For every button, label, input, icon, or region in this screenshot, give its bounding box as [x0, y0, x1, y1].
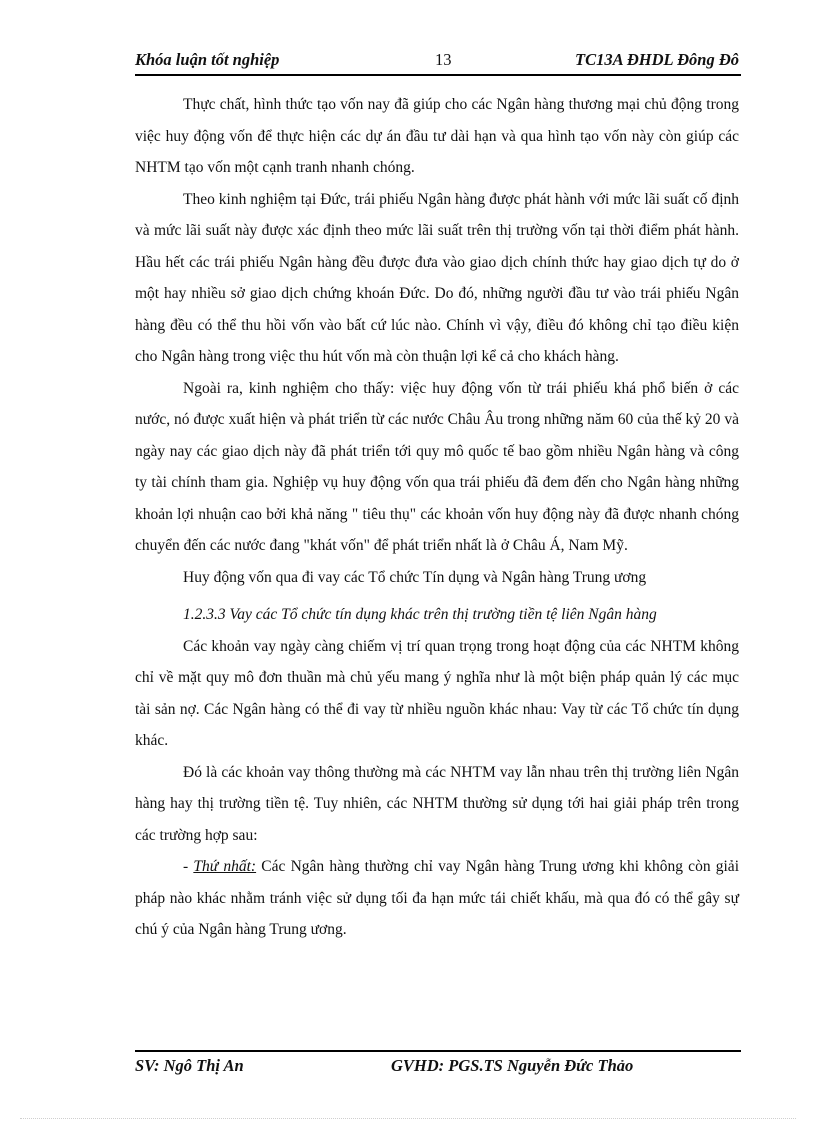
footer-student: SV: Ngô Thị An	[135, 1056, 244, 1075]
paragraph: Ngoài ra, kinh nghiệm cho thấy: việc huy động vốn từ trái phiếu khá phổ biến ở các nước, nó được xuất hiện và phát triển từ các nước Châu Âu trong những năm 60 của thế kỷ 20 và ngày nay các giao dịch này đã phát triển tới quy mô quốc tế bao gồm nhiều Ngân hàng và công ty tài chính tham gia. Nghiệp vụ huy động vốn qua trái phiếu đã đem đến cho Ngân hàng những khoản lợi nhuận cao bởi khả năng " tiêu thụ" các khoản vốn huy động này đã được nhanh chóng chuyển đến các nước đang "khát vốn" để phát triển nhất là ở Châu Á, Nam Mỹ.	[135, 379, 739, 554]
paragraph: Đó là các khoản vay thông thường mà các NHTM vay lẫn nhau trên thị trường liên Ngân hàng hay thị trường tiền tệ. Tuy nhiên, các NHTM thường sử dụng tới hai giải pháp trên trong các trường hợp sau:	[135, 763, 739, 844]
paragraph: Theo kinh nghiệm tại Đức, trái phiếu Ngân hàng được phát hành với mức lãi suất cố định và mức lãi suất này được xác định theo mức lãi suất trên thị trường vốn tại thời điểm phát hành. Hầu hết các trái phiếu Ngân hàng đều được đưa vào giao dịch chính thức hay giao dịch tự do ở một hay nhiều sở giao dịch chứng khoán Đức. Do đó, những người đầu tư vào trái phiếu Ngân hàng đều có thể thu hồi vốn vào bất cứ lúc nào. Chính vì vậy, điều đó không chỉ tạo điều kiện cho Ngân hàng trong việc thu hút vốn mà còn thuận lợi kể cả cho khách hàng.	[135, 190, 739, 365]
page-footer	[135, 1050, 741, 1082]
header-class-school: TC13A ĐHDL Đông Đô	[575, 50, 739, 69]
section-subheading: 1.2.3.3 Vay các Tổ chức tín dụng khác trên thị trường tiền tệ liên Ngân hàng	[183, 606, 657, 623]
header-page-number: 13	[435, 50, 452, 69]
footer-advisor: GVHD: PGS.TS Nguyễn Đức Thảo	[391, 1056, 634, 1075]
page-body	[135, 89, 739, 946]
list-label: Thứ nhất:	[193, 858, 257, 875]
paragraph: Huy động vốn qua đi vay các Tổ chức Tín dụng và Ngân hàng Trung ương	[183, 568, 647, 586]
page-header	[135, 48, 741, 76]
list-prefix: -	[183, 858, 194, 875]
paragraph: Các khoản vay ngày càng chiếm vị trí quan trọng trong hoạt động của các NHTM không chỉ về mặt quy mô đơn thuần mà chủ yếu mang ý nghĩa như là một biện pháp quản lý các mục tài sản nợ. Các Ngân hàng có thể đi vay từ nhiều nguồn khác nhau: Vay từ các Tổ chức tín dụng khác.	[135, 637, 739, 749]
list-item	[135, 851, 739, 946]
paragraph: Thực chất, hình thức tạo vốn nay đã giúp cho các Ngân hàng thương mại chủ động trong việc huy động vốn để thực hiện các dự án đầu tư dài hạn và qua hình tạo vốn này còn giúp các NHTM tạo vốn một cạnh tranh nhanh chóng.	[135, 96, 739, 176]
page-bottom-edge	[20, 1118, 796, 1119]
header-thesis-title: Khóa luận tốt nghiệp	[135, 50, 280, 69]
list-text: Các Ngân hàng thường chỉ vay Ngân hàng Trung ương khi không còn giải pháp nào khác nhằm tránh việc sử dụng tối đa hạn mức tái chiết khấu, mà qua đó có thể gây sự chú ý của Ngân hàng Trung ương.	[135, 858, 739, 938]
